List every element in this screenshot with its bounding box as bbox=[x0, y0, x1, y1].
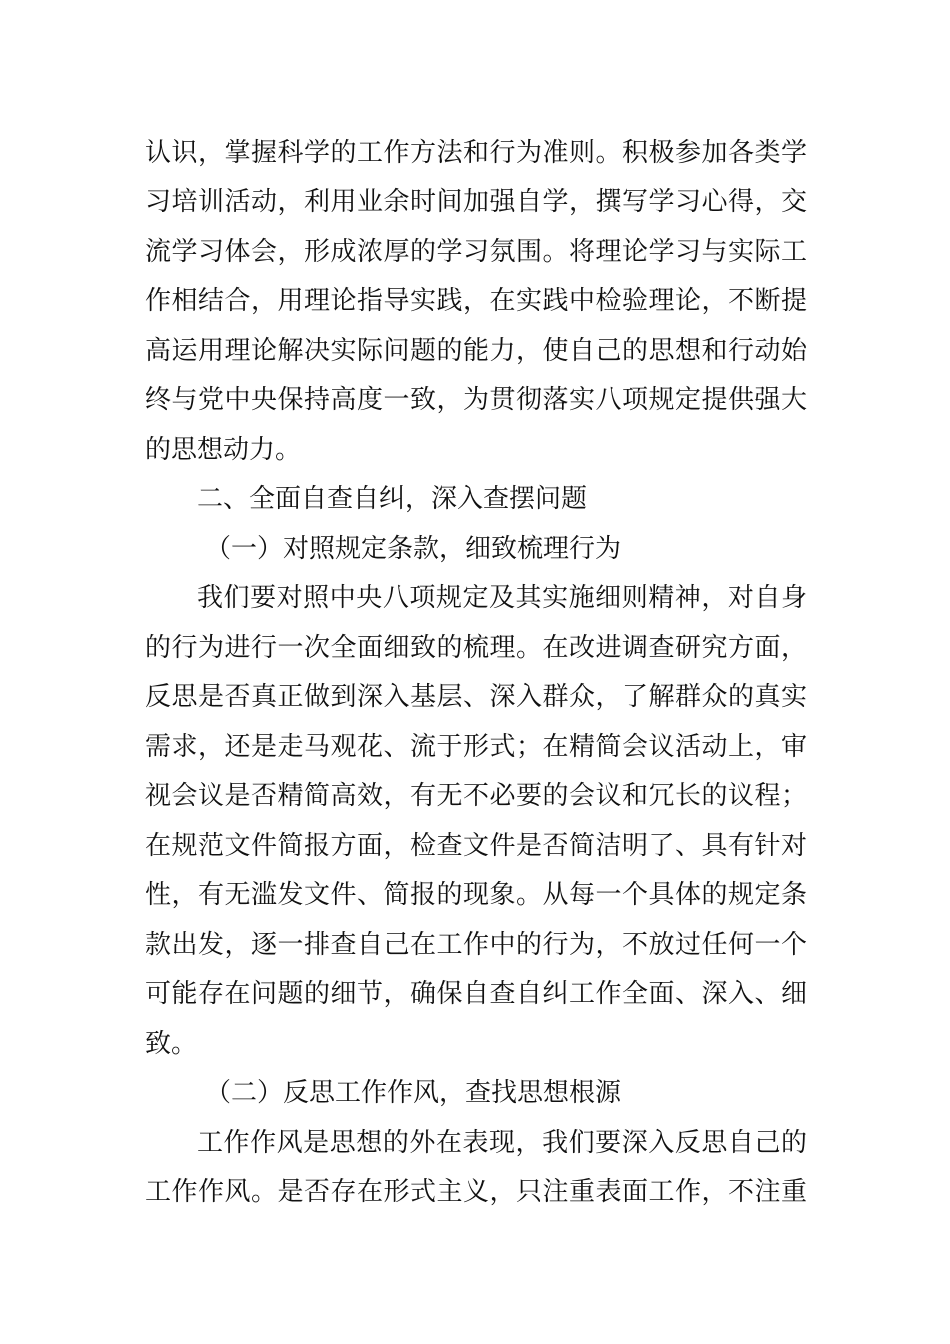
paragraph-line: 视会议是否精简高效，有无不必要的会议和冗长的议程； bbox=[145, 781, 807, 811]
paragraph-line: 作相结合，用理论指导实践，在实践中检验理论，不断提 bbox=[145, 286, 807, 316]
paragraph-line: 款出发，逐一排查自己在工作中的行为，不放过任何一个 bbox=[145, 930, 807, 960]
paragraph-line: 在规范文件简报方面，检查文件是否简洁明了、具有针对 bbox=[145, 831, 807, 861]
section-heading: 二、全面自查自纠，深入查摆问题 bbox=[197, 484, 588, 514]
paragraph-line: 习培训活动，利用业余时间加强自学，撰写学习心得，交 bbox=[145, 187, 807, 217]
paragraph-line: 我们要对照中央八项规定及其实施细则精神，对自身 bbox=[197, 583, 807, 613]
paragraph-line: 终与党中央保持高度一致，为贯彻落实八项规定提供强大 bbox=[145, 385, 807, 415]
paragraph-line: 流学习体会，形成浓厚的学习氛围。将理论学习与实际工 bbox=[145, 237, 807, 267]
paragraph-line: 的思想动力。 bbox=[145, 435, 302, 465]
paragraph-line: 致。 bbox=[145, 1029, 198, 1059]
paragraph-line: 高运用理论解决实际问题的能力，使自己的思想和行动始 bbox=[145, 336, 807, 366]
paragraph-line: 需求，还是走马观花、流于形式；在精简会议活动上，审 bbox=[145, 732, 807, 762]
paragraph-line: 工作作风。是否存在形式主义，只注重表面工作，不注重 bbox=[145, 1177, 807, 1207]
paragraph-line: 认识，掌握科学的工作方法和行为准则。积极参加各类学 bbox=[145, 138, 807, 168]
paragraph-line: 性，有无滥发文件、简报的现象。从每一个具体的规定条 bbox=[145, 880, 807, 910]
paragraph-line: 反思是否真正做到深入基层、深入群众，了解群众的真实 bbox=[145, 682, 807, 712]
subsection-heading: （二）反思工作作风，查找思想根源 bbox=[205, 1078, 622, 1108]
paragraph-line: 可能存在问题的细节，确保自查自纠工作全面、深入、细 bbox=[145, 979, 807, 1009]
paragraph-line: 的行为进行一次全面细致的梳理。在改进调查研究方面， bbox=[145, 633, 807, 663]
paragraph-line: 工作作风是思想的外在表现，我们要深入反思自己的 bbox=[197, 1128, 807, 1158]
subsection-heading: （一）对照规定条款，细致梳理行为 bbox=[205, 534, 622, 564]
